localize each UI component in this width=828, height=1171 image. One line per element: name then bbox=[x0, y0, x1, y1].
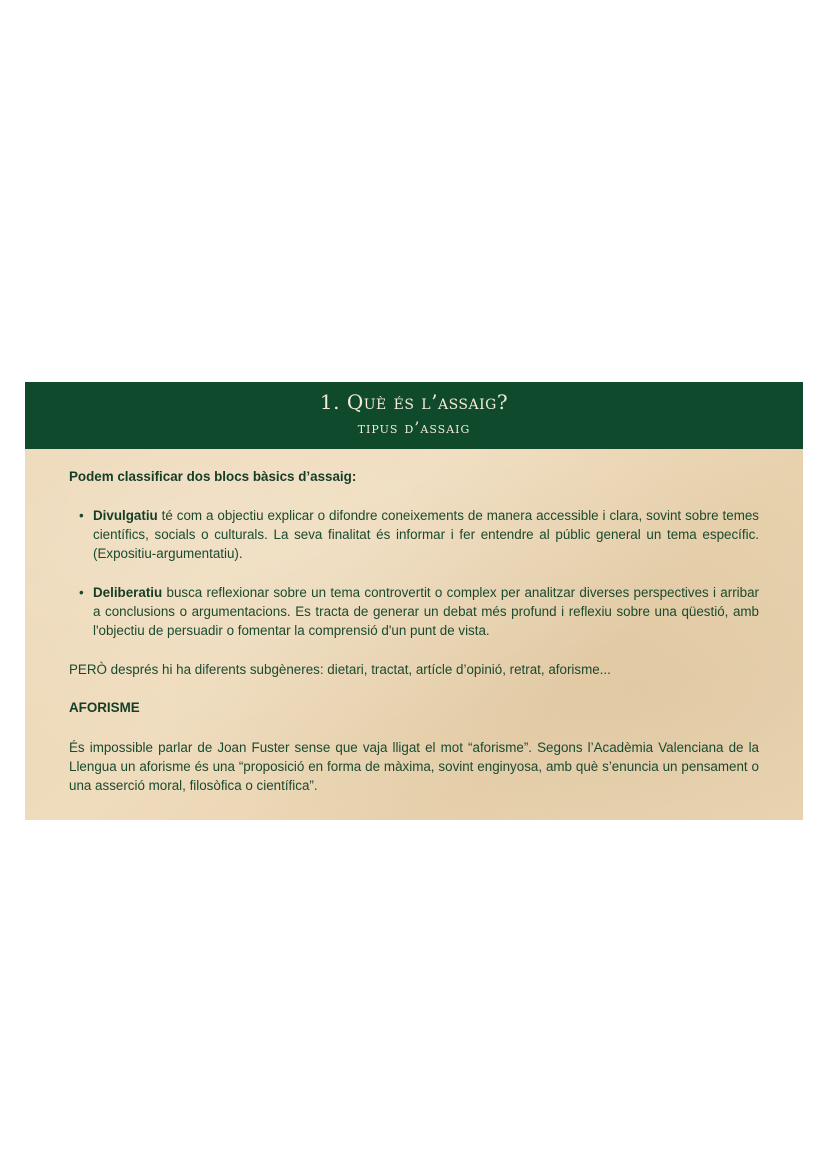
intro-text: Podem classificar dos blocs bàsics d’assaig: bbox=[69, 469, 357, 484]
block-description: busca reflexionar sobre un tema controvertit o complex per analitzar diverses perspectives i arribar a conclusions o argumentacions. Es tracta de generar un debat més profund i reflexiu sobre una qüestió, amb l'objectiu de persuadir o fomentar la comprensió d'un punt de vista. bbox=[93, 585, 759, 638]
list-item bbox=[79, 506, 759, 563]
block-term: Divulgatiu bbox=[93, 508, 158, 523]
aforisme-heading: AFORISME bbox=[69, 700, 140, 715]
blocks-list bbox=[69, 506, 759, 640]
bullet-icon: • bbox=[79, 508, 84, 523]
aforisme-paragraph: És impossible parlar de Joan Fuster sense que vaja lligat el mot “aforisme”. Segons l’Acadèmia Valenciana de la Llengua un aforisme és una “proposició en forma de màxima, sovint enginyosa, amb què s’enuncia un pensament o una asserció moral, filosòfica o científica”. bbox=[69, 740, 759, 793]
block-description: té com a objectiu explicar o difondre coneixements de manera accessible i clara, sovint sobre temes científics, socials o culturals. La seva finalitat és informar i fer entendre al públic general un tema específic. (Expositiu-argumentatiu). bbox=[93, 508, 759, 561]
slide-content bbox=[69, 467, 759, 795]
block-term: Deliberatiu bbox=[93, 585, 163, 600]
slide-subtitle: tipus d’assaig bbox=[357, 418, 471, 437]
subgenres-text: PERÒ després hi ha diferents subgèneres: dietari, tractat, artícle d’opinió, retrat, aforisme... bbox=[69, 662, 611, 677]
bullet-icon: • bbox=[79, 585, 84, 600]
slide-header bbox=[25, 382, 803, 449]
slide-title: 1. Què és l’assaig? bbox=[319, 390, 509, 414]
slide bbox=[25, 382, 803, 820]
list-item bbox=[79, 583, 759, 640]
